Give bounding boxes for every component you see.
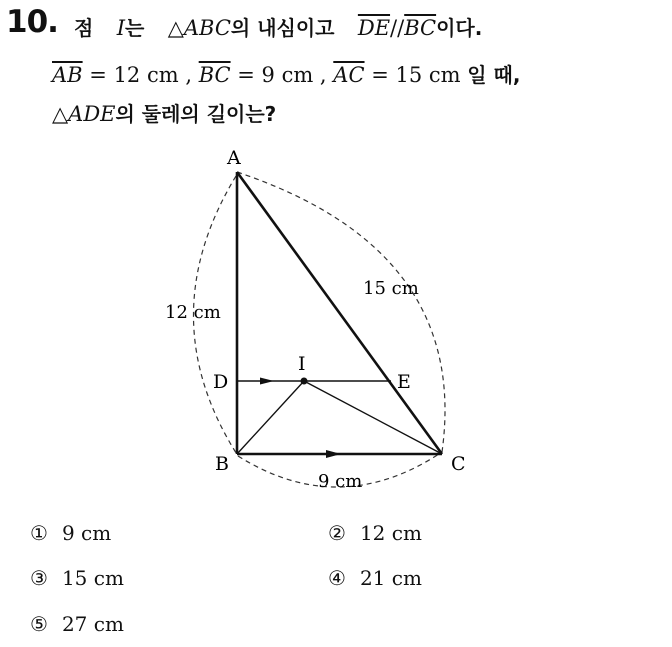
choice-3[interactable]	[30, 566, 124, 590]
label-a: A	[227, 147, 241, 169]
choice-value: 27 cm	[61, 612, 124, 636]
choice-marker: ①	[30, 521, 48, 545]
text: 점	[74, 16, 94, 40]
choice-value: 9 cm	[61, 521, 112, 545]
ac-value: = 15 cm	[371, 63, 461, 87]
triangle-abc: ABC	[183, 16, 231, 40]
choice-marker: ⑤	[30, 612, 48, 636]
choice-value: 12 cm	[359, 521, 422, 545]
label-b: B	[215, 453, 229, 475]
text: 의 내심이고	[230, 16, 335, 40]
length-ac: 15 cm	[363, 278, 419, 299]
label-i: I	[298, 353, 306, 375]
text: 이다.	[436, 16, 483, 40]
segment-ab: $\overline{AB}$	[52, 63, 83, 87]
choice-marker: ④	[328, 566, 346, 590]
segment-de: $\overline{DE}$	[357, 16, 391, 40]
triangle-symbol: △	[167, 16, 184, 40]
length-bc: 9 cm	[318, 471, 363, 492]
segment-bc: $\overline{BC}$	[404, 16, 437, 40]
choice-4[interactable]	[328, 566, 422, 590]
label-d: D	[213, 371, 229, 393]
bc-value: = 9 cm ,	[237, 63, 327, 87]
choice-value: 15 cm	[61, 566, 124, 590]
choice-2[interactable]	[328, 521, 422, 545]
text: 의 둘레의 길이는?	[115, 102, 277, 126]
choice-5[interactable]	[30, 612, 124, 636]
parallel-symbol: //	[390, 16, 405, 40]
incenter-point	[301, 378, 308, 385]
text: 는	[125, 16, 145, 40]
choice-marker: ③	[30, 566, 48, 590]
segment-bc: $\overline{BC}$	[198, 63, 231, 87]
parallel-arrow-bc	[326, 450, 341, 458]
parallel-arrow-de	[260, 378, 274, 385]
label-e: E	[397, 371, 411, 393]
point-i: I	[116, 16, 125, 40]
triangle-symbol: △	[52, 102, 69, 126]
ab-value: = 12 cm ,	[89, 63, 192, 87]
length-ab: 12 cm	[165, 302, 221, 323]
segment-bi	[237, 381, 304, 454]
label-c: C	[451, 453, 466, 475]
segment-ac: $\overline{AC}$	[333, 63, 365, 87]
side-ac	[237, 172, 442, 454]
text: 일 때,	[467, 63, 521, 87]
question-number: 10.	[6, 4, 58, 40]
segment-ci	[304, 381, 442, 454]
choice-1[interactable]	[30, 521, 111, 545]
choice-marker: ②	[328, 521, 346, 545]
triangle-ade: ADE	[68, 102, 116, 126]
choice-value: 21 cm	[359, 566, 422, 590]
